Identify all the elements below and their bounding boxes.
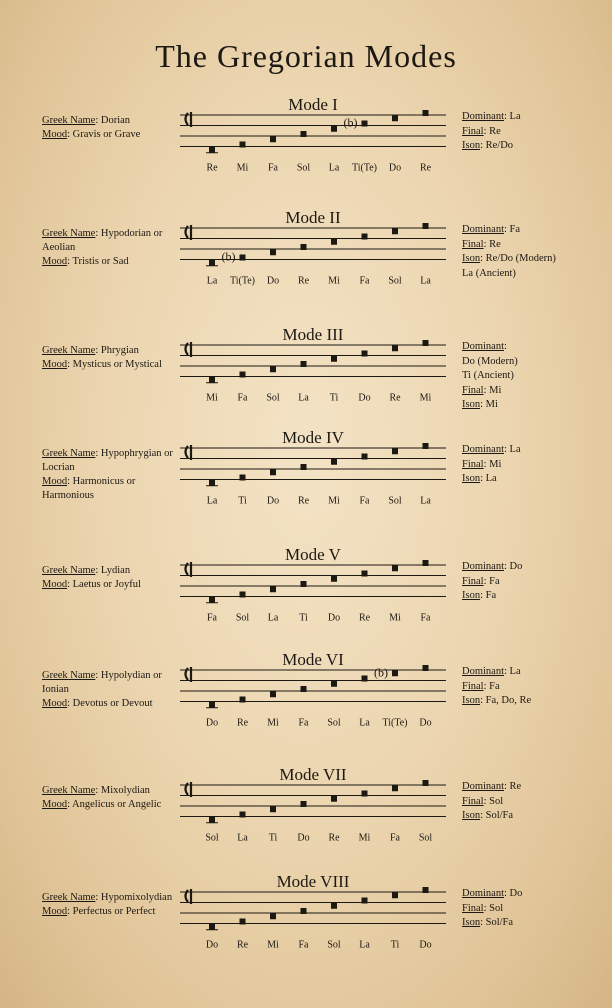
attribute-value: : La bbox=[504, 111, 521, 122]
neume-note bbox=[331, 126, 337, 132]
clef-icon bbox=[186, 112, 192, 127]
solfege-syllable: Fa bbox=[359, 495, 370, 507]
solfege-syllable: Mi bbox=[419, 392, 432, 404]
neume-note bbox=[240, 475, 246, 481]
neume-note bbox=[423, 665, 429, 671]
chant-staff bbox=[0, 428, 612, 548]
solfege-syllable: Ti bbox=[390, 939, 400, 951]
neume-note bbox=[301, 581, 307, 587]
solfege-syllable: Do bbox=[327, 612, 341, 624]
greek-name-value: : Hypodorian or Aeolian bbox=[42, 228, 163, 253]
attribute-label: Dominant bbox=[462, 666, 504, 677]
greek-name-value: : Phrygian bbox=[95, 345, 139, 356]
mode-title: Mode III bbox=[282, 325, 344, 344]
attribute-label: Dominant bbox=[462, 111, 504, 122]
neume-note bbox=[362, 898, 368, 904]
solfege-syllable: Ti bbox=[238, 495, 247, 507]
flat-sign: (b) bbox=[374, 665, 388, 680]
solfege-syllable: Re bbox=[236, 939, 249, 951]
clef-icon bbox=[186, 562, 192, 577]
greek-name-label: Greek Name bbox=[42, 565, 96, 576]
neume-note bbox=[209, 377, 215, 383]
solfege-syllable: Sol bbox=[388, 275, 402, 287]
solfege-syllable: Fa bbox=[207, 612, 217, 624]
neume-note bbox=[240, 812, 246, 818]
attribute-value: : La bbox=[480, 473, 497, 484]
attribute-label: Dominant bbox=[462, 561, 504, 572]
attribute-label: Final bbox=[462, 795, 484, 807]
neume-note bbox=[423, 110, 429, 116]
page-title: The Gregorian Modes bbox=[155, 38, 457, 74]
attribute-value: : Fa bbox=[480, 590, 497, 601]
neume-note bbox=[301, 686, 307, 692]
attribute-label: Ison bbox=[462, 695, 481, 706]
neume-note bbox=[331, 459, 337, 465]
mode-title: Mode IV bbox=[282, 428, 344, 447]
attribute-label: Ison bbox=[462, 473, 481, 484]
mode-block bbox=[0, 765, 612, 885]
neume-note bbox=[301, 244, 307, 250]
attribute-value: : Mi bbox=[483, 458, 502, 470]
attribute-label: Dominant bbox=[462, 341, 504, 352]
greek-name-value: : Hypophrygian or Locrian bbox=[42, 448, 173, 473]
mode-title: Mode II bbox=[285, 208, 341, 227]
attribute-value: : Fa bbox=[483, 680, 500, 692]
attribute-value: : Re/Do (Modern) bbox=[480, 253, 556, 264]
neume-note bbox=[362, 454, 368, 460]
neume-note bbox=[240, 919, 246, 925]
solfege-syllable: La bbox=[359, 939, 370, 951]
attribute-value: : Sol/Fa bbox=[480, 810, 514, 821]
attribute-value: : Mi bbox=[480, 399, 498, 410]
attribute-label: Dominant bbox=[462, 888, 504, 899]
solfege-syllable: Mi bbox=[236, 162, 249, 174]
solfege-syllable: La bbox=[267, 612, 279, 624]
chant-staff bbox=[0, 872, 612, 992]
neume-note bbox=[362, 791, 368, 797]
solfege-syllable: Re bbox=[297, 275, 310, 287]
attribute-label: Dominant bbox=[462, 444, 504, 455]
solfege-syllable: Sol bbox=[418, 832, 433, 844]
mode-title: Mode VIII bbox=[276, 872, 350, 891]
neume-note bbox=[392, 448, 398, 454]
neume-note bbox=[209, 597, 215, 603]
neume-note bbox=[423, 560, 429, 566]
attribute-label: Final bbox=[462, 575, 484, 587]
neume-note bbox=[423, 780, 429, 786]
mood-label: Mood bbox=[42, 129, 68, 140]
chant-staff bbox=[0, 650, 612, 770]
solfege-syllable: Mi bbox=[358, 832, 371, 844]
neume-note bbox=[301, 801, 307, 807]
attribute-value: : Re bbox=[504, 781, 522, 792]
solfege-syllable: Fa bbox=[298, 717, 309, 729]
attribute-value: : La bbox=[504, 666, 521, 677]
attribute-value: : Mi bbox=[483, 384, 502, 396]
attribute-label: Final bbox=[462, 458, 484, 470]
solfege-syllable: La bbox=[359, 717, 370, 729]
mode-block bbox=[0, 545, 612, 665]
mood-value: : Angelicus or Angelic bbox=[67, 799, 162, 810]
solfege-syllable: La bbox=[420, 495, 431, 507]
solfege-syllable: Mi bbox=[328, 495, 340, 507]
clef-icon bbox=[186, 889, 192, 904]
attribute-value: : Re bbox=[483, 125, 501, 137]
mood-label: Mood bbox=[42, 906, 68, 917]
neume-note bbox=[423, 443, 429, 449]
attribute-label: Ison bbox=[462, 590, 481, 601]
solfege-syllable: Mi bbox=[267, 717, 279, 729]
solfege-syllable: Sol bbox=[235, 612, 250, 624]
solfege-syllable: Sol bbox=[327, 717, 341, 729]
neume-note bbox=[362, 351, 368, 357]
neume-note bbox=[392, 228, 398, 234]
attribute-label: Ison bbox=[462, 140, 481, 151]
attribute-label: Dominant bbox=[462, 781, 504, 792]
solfege-syllable: Do bbox=[266, 495, 280, 507]
attribute-value: : Re/Do bbox=[480, 140, 514, 151]
mode-block bbox=[0, 872, 612, 992]
mood-value: : Devotus or Devout bbox=[67, 698, 153, 709]
greek-name-value: : Dorian bbox=[95, 115, 131, 126]
solfege-syllable: La bbox=[420, 275, 431, 287]
neume-note bbox=[331, 903, 337, 909]
chant-staff bbox=[0, 765, 612, 885]
attribute-value: : Fa bbox=[504, 224, 521, 235]
attribute-value: : Re bbox=[483, 238, 501, 250]
mood-label: Mood bbox=[42, 359, 68, 370]
neume-note bbox=[240, 697, 246, 703]
neume-note bbox=[362, 571, 368, 577]
attribute-value: : Do bbox=[504, 561, 523, 572]
attribute-value: : La bbox=[504, 444, 521, 455]
attribute-label: Final bbox=[462, 680, 484, 692]
attribute-label: Dominant bbox=[462, 224, 504, 235]
neume-note bbox=[270, 469, 276, 475]
attribute-value: : bbox=[504, 341, 507, 352]
neume-note bbox=[331, 796, 337, 802]
greek-name-label: Greek Name bbox=[42, 785, 96, 796]
neume-note bbox=[362, 676, 368, 682]
clef-icon bbox=[186, 445, 192, 460]
neume-note bbox=[392, 345, 398, 351]
solfege-syllable: Re bbox=[297, 495, 310, 507]
neume-note bbox=[331, 356, 337, 362]
neume-note bbox=[270, 806, 276, 812]
chant-staff bbox=[0, 545, 612, 665]
attribute-label: Final bbox=[462, 902, 484, 914]
solfege-syllable: La bbox=[298, 392, 309, 404]
neume-note bbox=[270, 586, 276, 592]
neume-note bbox=[240, 592, 246, 598]
greek-name-label: Greek Name bbox=[42, 670, 96, 681]
flat-sign: (b) bbox=[221, 249, 236, 264]
attribute-value: Ti (Ancient) bbox=[462, 370, 514, 381]
solfege-syllable: La bbox=[206, 275, 218, 287]
neume-note bbox=[240, 372, 246, 378]
neume-note bbox=[423, 887, 429, 893]
solfege-syllable: Mi bbox=[206, 392, 218, 404]
clef-icon bbox=[186, 342, 192, 357]
neume-note bbox=[301, 908, 307, 914]
solfege-syllable: Ti(Te) bbox=[382, 717, 408, 729]
solfege-syllable: La bbox=[328, 162, 340, 174]
solfege-syllable: Fa bbox=[420, 612, 431, 624]
solfege-syllable: Do bbox=[266, 275, 280, 287]
solfege-syllable: Ti(Te) bbox=[229, 275, 256, 287]
solfege-syllable: Fa bbox=[298, 939, 309, 951]
neume-note bbox=[392, 785, 398, 791]
solfege-syllable: Do bbox=[205, 939, 219, 951]
solfege-syllable: Sol bbox=[205, 832, 219, 844]
mood-value: : Perfectus or Perfect bbox=[67, 906, 156, 917]
solfege-syllable: Re bbox=[389, 392, 401, 404]
solfege-syllable: Mi bbox=[328, 275, 340, 287]
mood-value: : Laetus or Joyful bbox=[67, 579, 141, 590]
greek-name-value: : Mixolydian bbox=[95, 785, 150, 796]
neume-note bbox=[301, 131, 307, 137]
neume-note bbox=[209, 260, 215, 266]
neume-note bbox=[209, 924, 215, 930]
mode-title: Mode I bbox=[288, 95, 338, 114]
greek-name-label: Greek Name bbox=[42, 448, 96, 459]
solfege-syllable: Fa bbox=[237, 392, 248, 404]
neume-note bbox=[362, 234, 368, 240]
attribute-value: : Fa bbox=[483, 575, 500, 587]
solfege-syllable: Ti bbox=[329, 392, 339, 404]
attribute-value: : Sol/Fa bbox=[480, 917, 514, 928]
neume-note bbox=[362, 121, 368, 127]
attribute-label: Final bbox=[462, 384, 484, 396]
attribute-value: : Do bbox=[504, 888, 523, 899]
chant-staff bbox=[0, 325, 612, 445]
flat-sign: (b) bbox=[343, 115, 358, 130]
mood-label: Mood bbox=[42, 256, 68, 267]
solfege-syllable: Fa bbox=[390, 832, 400, 844]
greek-name-value: : Hypolydian or Ionian bbox=[42, 670, 162, 695]
neume-note bbox=[270, 249, 276, 255]
neume-note bbox=[270, 136, 276, 142]
attribute-label: Ison bbox=[462, 253, 481, 264]
attribute-label: Ison bbox=[462, 917, 481, 928]
solfege-syllable: Sol bbox=[327, 939, 341, 951]
solfege-syllable: Mi bbox=[389, 612, 401, 624]
neume-note bbox=[392, 115, 398, 121]
greek-name-label: Greek Name bbox=[42, 115, 96, 126]
neume-note bbox=[423, 340, 429, 346]
mode-block bbox=[0, 325, 612, 445]
mood-label: Mood bbox=[42, 799, 68, 810]
attribute-label: Ison bbox=[462, 810, 481, 821]
solfege-syllable: Do bbox=[388, 162, 402, 174]
neume-note bbox=[392, 670, 398, 676]
clef-icon bbox=[186, 782, 192, 797]
greek-name-label: Greek Name bbox=[42, 228, 96, 239]
mode-block bbox=[0, 95, 612, 215]
solfege-syllable: Re bbox=[328, 832, 340, 844]
neume-note bbox=[423, 223, 429, 229]
neume-note bbox=[270, 691, 276, 697]
neume-note bbox=[270, 913, 276, 919]
neume-note bbox=[209, 817, 215, 823]
mode-block bbox=[0, 650, 612, 770]
mode-title: Mode V bbox=[285, 545, 341, 564]
attribute-label: Ison bbox=[462, 399, 481, 410]
greek-name-value: : Hypomixolydian bbox=[95, 892, 173, 903]
neume-note bbox=[331, 681, 337, 687]
chant-staff bbox=[0, 95, 612, 215]
attribute-value: : Sol bbox=[483, 902, 504, 914]
neume-note bbox=[392, 565, 398, 571]
neume-note bbox=[209, 702, 215, 708]
solfege-syllable: Mi bbox=[267, 939, 279, 951]
attribute-value: : Fa, Do, Re bbox=[480, 695, 532, 706]
mood-label: Mood bbox=[42, 476, 68, 487]
solfege-syllable: Do bbox=[358, 392, 371, 404]
solfege-syllable: La bbox=[237, 832, 248, 844]
solfege-syllable: La bbox=[206, 495, 218, 507]
solfege-syllable: Fa bbox=[268, 162, 278, 174]
neume-note bbox=[240, 142, 246, 148]
mode-block bbox=[0, 428, 612, 548]
neume-note bbox=[392, 892, 398, 898]
attribute-label: Final bbox=[462, 238, 484, 250]
greek-name-label: Greek Name bbox=[42, 345, 96, 356]
solfege-syllable: Do bbox=[205, 717, 219, 729]
clef-icon bbox=[186, 667, 192, 682]
attribute-value: : Sol bbox=[483, 795, 504, 807]
attribute-label: Final bbox=[462, 125, 484, 137]
solfege-syllable: Ti bbox=[268, 832, 278, 844]
mood-value: : Tristis or Sad bbox=[67, 256, 129, 267]
solfege-syllable: Sol bbox=[296, 162, 311, 174]
solfege-syllable: Re bbox=[206, 162, 218, 174]
solfege-syllable: Sol bbox=[266, 392, 280, 404]
neume-note bbox=[331, 576, 337, 582]
solfege-syllable: Do bbox=[297, 832, 310, 844]
mode-block bbox=[0, 208, 612, 328]
solfege-syllable: Sol bbox=[388, 495, 402, 507]
mode-title: Mode VI bbox=[282, 650, 344, 669]
solfege-syllable: Fa bbox=[359, 275, 370, 287]
mood-value: : Mysticus or Mystical bbox=[67, 359, 162, 370]
solfege-syllable: Ti(Te) bbox=[351, 162, 378, 174]
solfege-syllable: Re bbox=[419, 162, 432, 174]
neume-note bbox=[331, 239, 337, 245]
mood-label: Mood bbox=[42, 698, 68, 709]
mood-label: Mood bbox=[42, 579, 68, 590]
neume-note bbox=[301, 361, 307, 367]
solfege-syllable: Do bbox=[419, 717, 432, 729]
greek-name-label: Greek Name bbox=[42, 892, 96, 903]
solfege-syllable: Re bbox=[358, 612, 371, 624]
mood-value: : Gravis or Grave bbox=[67, 129, 141, 140]
solfege-syllable: Ti bbox=[299, 612, 308, 624]
attribute-value: Do (Modern) bbox=[462, 355, 518, 367]
neume-note bbox=[240, 255, 246, 261]
neume-note bbox=[209, 147, 215, 153]
attribute-value: La (Ancient) bbox=[462, 267, 516, 279]
neume-note bbox=[209, 480, 215, 486]
solfege-syllable: Re bbox=[236, 717, 249, 729]
greek-name-value: : Lydian bbox=[95, 565, 131, 576]
neume-note bbox=[270, 366, 276, 372]
mode-title: Mode VII bbox=[279, 765, 347, 784]
neume-note bbox=[301, 464, 307, 470]
solfege-syllable: Do bbox=[419, 939, 432, 951]
mood-value: : Harmonicus or Harmonious bbox=[42, 476, 136, 501]
clef-icon bbox=[186, 225, 192, 240]
chant-staff bbox=[0, 208, 612, 328]
